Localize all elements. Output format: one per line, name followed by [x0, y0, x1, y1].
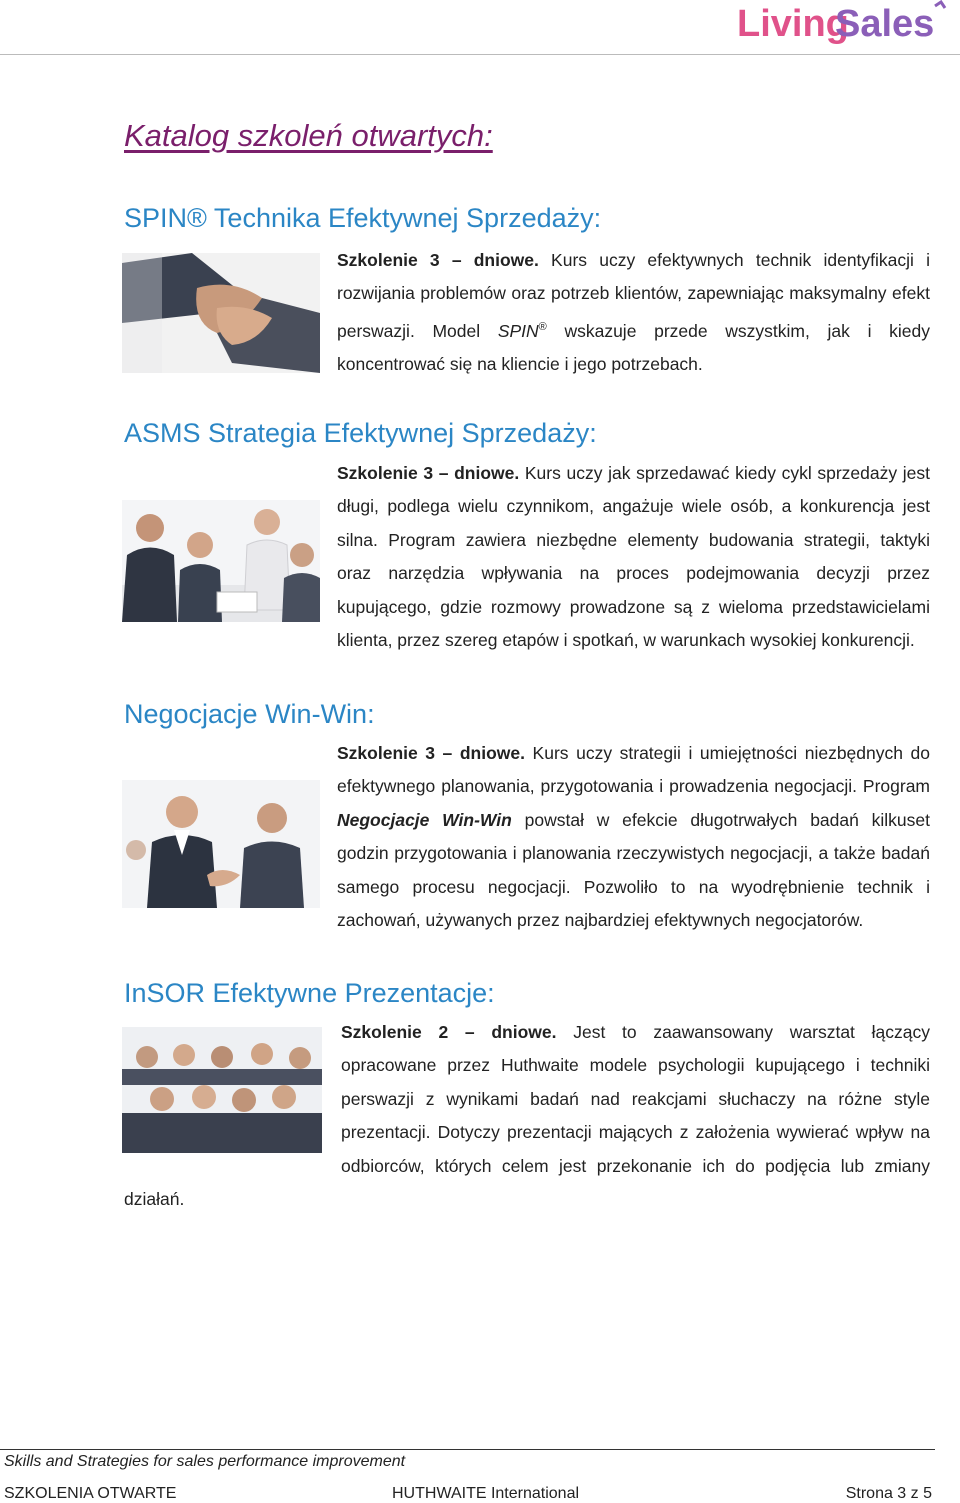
header-divider — [0, 54, 960, 55]
section-body-spin — [124, 244, 930, 381]
section-heading-spin: SPIN® Technika Efektywnej Sprzedaży: — [124, 203, 602, 233]
description-part: Kurs uczy efektywnych technik identyfikacji i rozwijania problemów oraz potrzeb klientów, zapewniając maksymalny efekt perswazji. Model — [337, 250, 930, 341]
section-body-insor — [124, 1016, 930, 1216]
footer-category: SZKOLENIA OTWARTE — [4, 1485, 177, 1502]
image-spacer — [124, 770, 337, 937]
logo-text-sales: Sales — [835, 3, 935, 45]
footer-divider — [0, 1449, 935, 1450]
description-text: Jest to zaawansowany warsztat łączący opracowane przez Huthwaite modele psychologii kupującego i techniki perswazji z wynikami badań nad reakcjami słuchaczy na różne style prezentacji. Dotyczy prezentacji mających z założenia wywierać wpływ na odbiorców, których celem jest przekonanie ich do podjęcia lub zmiany działań. — [124, 1022, 930, 1210]
description-part: Kurs uczy strategii i umiejętności niezbędnych do efektywnego planowania, przygotowania i prowadzenia negocjacji. Program — [337, 743, 930, 797]
spin-model-name: SPIN — [497, 320, 539, 341]
description-text: Kurs uczy jak sprzedawać kiedy cykl sprzedaży jest długi, podlega wielu czynnikom, angażuje wiele osób, a konkurencja jest silna. Program zawiera niezbędne elementy budowania strategii, taktyki oraz narzędzia wpływania na proces podejmowania decyzji przez kupującego, gdzie rozmowy prowadzone są z wieloma przedstawicielami klienta, przez szereg etapów i spotkań, w warunkach wysokiej konkurencji. — [337, 463, 930, 651]
duration-label: Szkolenie 3 – dniowe. — [337, 743, 525, 763]
registered-mark: ® — [538, 320, 547, 333]
page-title: Katalog szkoleń otwartych: — [124, 118, 493, 153]
duration-label: Szkolenie 3 – dniowe. — [337, 250, 539, 270]
section-heading-insor: InSOR Efektywne Prezentacje: — [124, 978, 495, 1008]
description-part: wskazuje przede wszystkim, jak i kiedy koncentrować się na kliencie i jego potrzebach. — [337, 320, 930, 375]
footer-tagline: Skills and Strategies for sales performance improvement — [4, 1453, 406, 1470]
section-body-win-win — [124, 737, 930, 937]
section-heading-win-win: Negocjacje Win-Win: — [124, 699, 375, 729]
image-spacer — [124, 490, 337, 657]
page-number: Strona 3 z 5 — [845, 1485, 932, 1502]
program-name: Negocjacje Win-Win — [337, 809, 512, 830]
image-spacer — [124, 244, 337, 378]
image-spacer — [124, 1016, 341, 1150]
logo-text-living: Living — [737, 3, 849, 45]
section-heading-asms: ASMS Strategia Efektywnej Sprzedaży: — [124, 418, 597, 448]
description-part: powstał w efekcie długotrwałych badań kilkuset godzin przygotowania i planowania rzeczywistych negocjacji, a także badań samego procesu negocjacji. Pozwoliło to na wyodrębnienie technik i zachowań, używanych przez najbardziej efektywnych negocjatorów. — [337, 809, 930, 931]
duration-label: Szkolenie 2 – dniowe. — [341, 1022, 557, 1042]
section-body-asms — [124, 457, 930, 657]
duration-label: Szkolenie 3 – dniowe. — [337, 463, 520, 483]
living-sales-logo — [737, 0, 952, 50]
footer-company: HUTHWAITE International — [392, 1485, 580, 1502]
